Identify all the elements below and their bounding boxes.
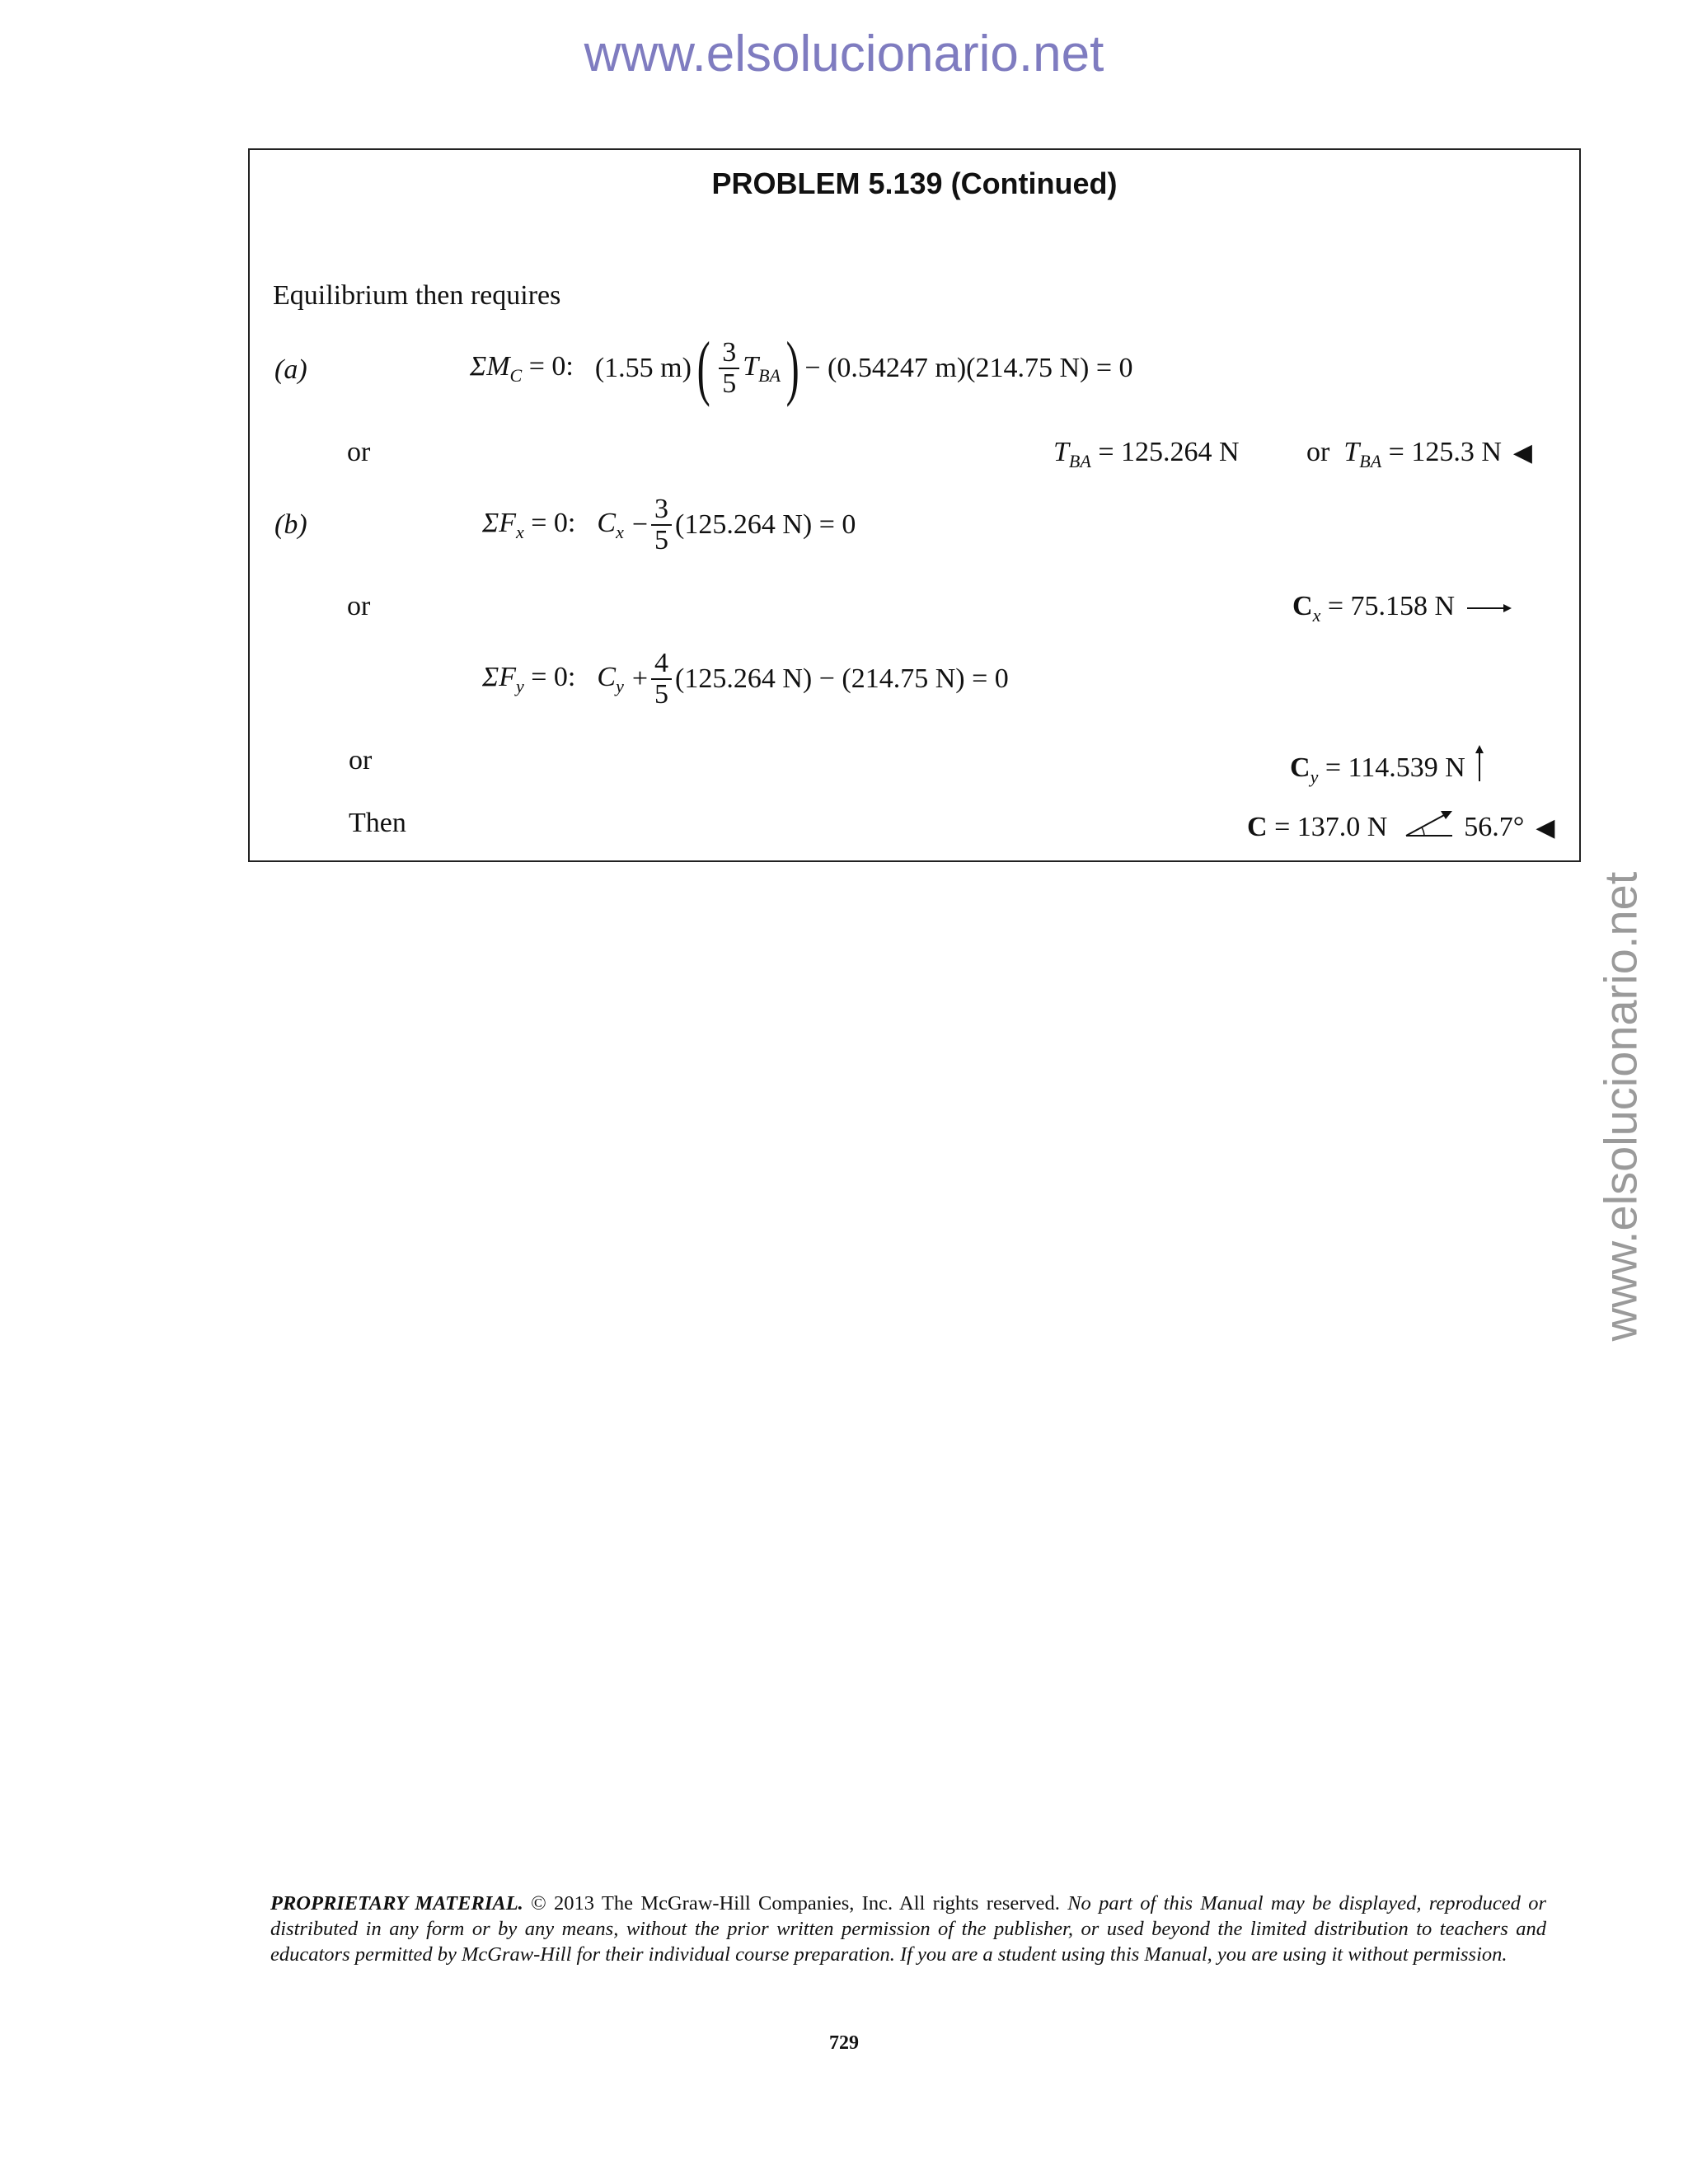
moment-arm: (1.55 m) [594, 353, 692, 383]
fx-lhs: $\Sigma F_x = 0$: [482, 507, 576, 542]
or-label-3: or [349, 745, 373, 776]
watermark-side: www.elsolucionario.net [1594, 871, 1647, 1342]
part-a-label: (a) [274, 354, 307, 385]
or-label-1: or [347, 437, 371, 467]
then-label: Then [349, 808, 406, 838]
fx-equation [482, 484, 856, 566]
c-final: C = 137.0 N 56.7° ◀ [1247, 809, 1554, 841]
copyright-footer: PROPRIETARY MATERIAL. © 2013 The McGraw-Hill Companies, Inc. All rights reserved. No part of this Manual may be displayed, reproduced or distributed in any form or by any means, without the prior written permission of the publisher, or used beyond the limited distribution to teachers and educators permitted by McGraw-Hill for their individual course preparation. If you are a student using this Manual, you are using it without permission. [270, 1892, 1547, 1966]
arrow-up-icon [1474, 745, 1485, 783]
moment-equation [470, 327, 1133, 410]
fx-operator: − [631, 509, 649, 540]
fy-equation [482, 638, 1009, 720]
problem-title: PROBLEM 5.139 (Continued) [711, 166, 1118, 200]
answer-marker-icon: ◀ [1512, 439, 1532, 466]
part-b-label: (b) [274, 509, 307, 540]
page-number: 729 [829, 2032, 859, 2054]
moment-rest: − (0.54247 m)(214.75 N) = 0 [804, 353, 1133, 383]
solution-box [248, 148, 1581, 862]
cy-term: $C_y$ [597, 661, 624, 696]
angle-arrow-icon [1404, 809, 1457, 839]
answer-marker-icon-2: ◀ [1536, 814, 1555, 841]
fraction-3-5: $\frac{3}{5}$ [719, 338, 739, 398]
fx-rest: (125.264 N) = 0 [675, 509, 856, 540]
cx-term: $C_x$ [597, 507, 624, 542]
cy-value: $C_y = 114.539$ N [1290, 745, 1485, 786]
moment-lhs: $\Sigma M_C = 0$: [470, 350, 574, 386]
fraction-3-5-b: $\frac{3}{5}$ [651, 494, 672, 555]
tension-symbol: $T_{BA}$ [743, 350, 781, 386]
intro-text: Equilibrium then requires [273, 280, 561, 311]
fy-rest: (125.264 N) − (214.75 N) = 0 [675, 663, 1009, 694]
fy-lhs: $\Sigma F_y = 0$: [482, 661, 576, 696]
tba-value: $T_{BA} = 125.264$ N [1053, 437, 1240, 471]
right-paren: ) [785, 328, 799, 408]
watermark-top: www.elsolucionario.net [584, 26, 1104, 82]
fy-operator: + [631, 663, 649, 694]
fraction-4-5: $\frac{4}{5}$ [651, 649, 672, 709]
left-paren: ( [696, 328, 710, 408]
or-label-2: or [347, 591, 371, 621]
tba-final: or $T_{BA} = 125.3$ N ◀ [1306, 437, 1532, 471]
cx-value: $C_x = 75.158$ N [1292, 593, 1512, 625]
arrow-right-icon [1465, 600, 1512, 616]
